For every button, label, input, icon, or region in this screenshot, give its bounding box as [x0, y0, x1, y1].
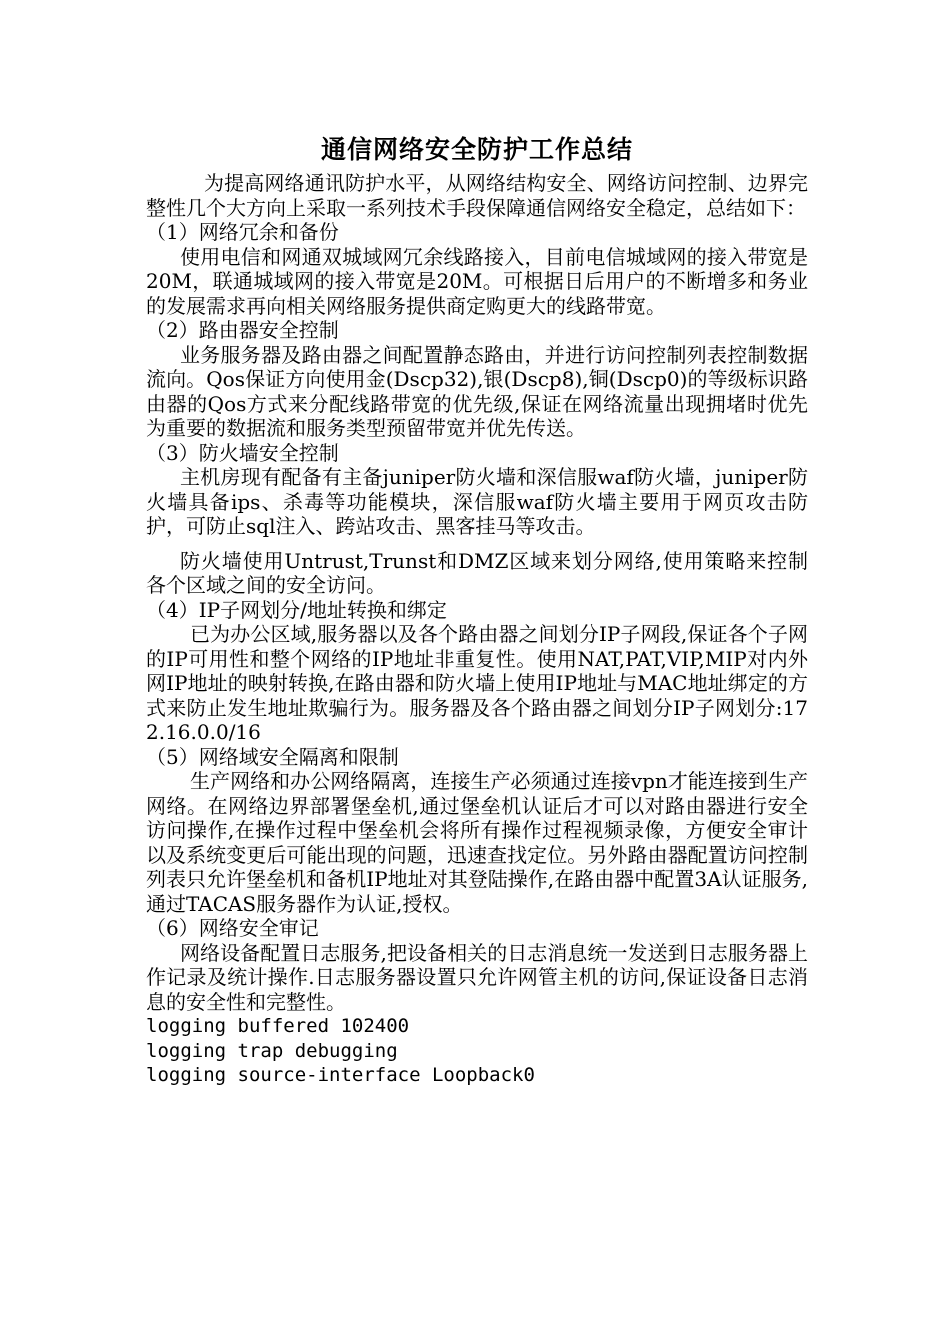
code-line: logging source-interface Loopback0 [146, 1064, 535, 1086]
section-heading: （2）路由器安全控制 [146, 318, 339, 342]
section-paragraph: 生产网络和办公网络隔离，连接生产必须通过连接vpn才能连接到生产网络。在网络边界部署堡垒机,通过堡垒机认证后才可以对路由器进行安全访问操作,在操作过程中堡垒机会将所有操作过程视频录像，方便安全审计以及系统变更后可能出现的问题，迅速查找定位。另外路由器配置访问控制列表只允许堡垒机和备机IP地址对其登陆操作,在路由器中配置3A认证服务,通过TACAS服务器作为认证,授权。 [146, 769, 808, 916]
section-heading: （1）网络冗余和备份 [146, 220, 339, 244]
section-heading: （4）IP子网划分/地址转换和绑定 [146, 597, 447, 622]
section-paragraph: 已为办公区域,服务器以及各个路由器之间划分IP子网段,保证各个子网的IP可用性和整个网络的IP地址非重复性。使用NAT,PAT,VIP,MIP对内外网IP地址的映射转换,在路由器和防火墙上使用IP地址与MAC地址绑定的方式来防止发生地址欺骗行为。服务器及各个路由器之间划分IP子网划分:172.16.0.0/16 [146, 622, 808, 744]
section-heading: （5）网络域安全隔离和限制 [146, 744, 399, 769]
code-line: logging buffered 102400 [146, 1015, 410, 1037]
section-3 [146, 441, 808, 598]
section-heading: （6）网络安全审记 [146, 916, 319, 940]
code-block [146, 1014, 808, 1088]
section-paragraph: 网络设备配置日志服务,把设备相关的日志消息统一发送到日志服务器上作记录及统计操作.日志服务器设置只允许网管主机的访问,保证设备日志消息的安全性和完整性。 [146, 940, 808, 1014]
code-line: logging trap debugging [146, 1039, 398, 1062]
section-4 [146, 598, 808, 745]
section-paragraph: 主机房现有配备有主备juniper防火墙和深信服waf防火墙，juniper防火墙具备ips、杀毒等功能模块，深信服waf防火墙主要用于网页攻击防护，可防止sql注入、跨站攻击、黑客挂马等攻击。 [146, 465, 808, 538]
section-1 [146, 220, 808, 318]
section-paragraph: 业务服务器及路由器之间配置静态路由，并进行访问控制列表控制数据流向。Qos保证方向使用金(Dscp32),银(Dscp8),铜(Dscp0)的等级标识路由器的Qos方式来分配线路带宽的优先级,保证在网络流量出现拥堵时优先为重要的数据流和服务类型预留带宽并优先传送。 [146, 342, 808, 440]
section-paragraph: 使用电信和网通双城域网冗余线路接入，目前电信城域网的接入带宽是20M，联通城域网的接入带宽是20M。可根据日后用户的不断增多和务业的发展需求再向相关网络服务提供商定购更大的线路带宽。 [146, 244, 808, 318]
section-paragraph: 防火墙使用Untrust,Trunst和DMZ区域来划分网络,使用策略来控制各个区域之间的安全访问。 [146, 548, 808, 597]
intro-paragraph: 为提高网络通讯防护水平，从网络结构安全、网络访问控制、边界完整性几个大方向上采取一系列技术手段保障通信网络安全稳定，总结如下： [146, 171, 808, 220]
document-page [146, 133, 808, 1088]
section-5 [146, 745, 808, 917]
section-6 [146, 916, 808, 1014]
section-2 [146, 318, 808, 441]
paragraph-gap [146, 539, 808, 549]
page-title: 通信网络安全防护工作总结 [320, 135, 633, 164]
section-heading: （3）防火墙安全控制 [146, 440, 339, 465]
